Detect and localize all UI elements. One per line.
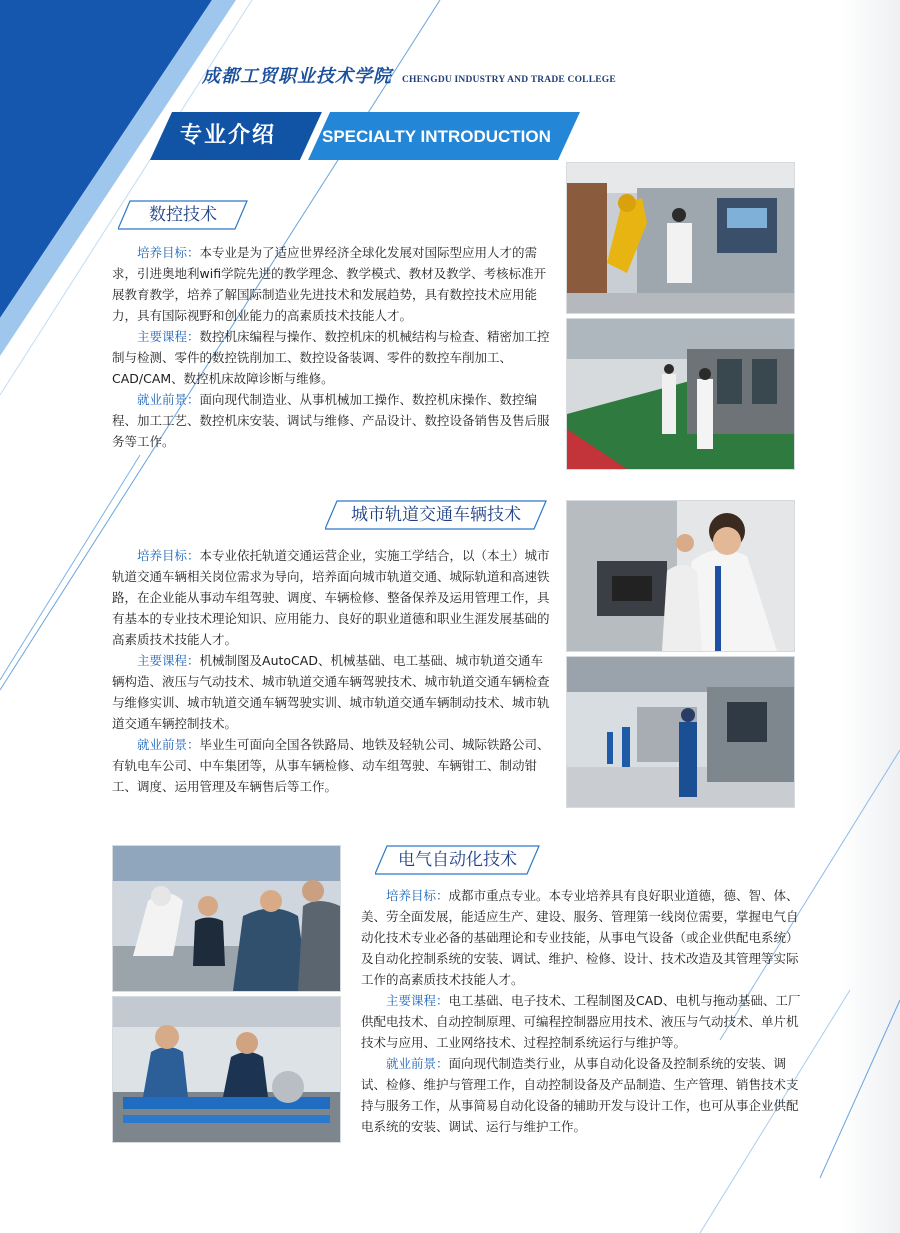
photo-rail-workshop — [566, 656, 795, 808]
photo-cnc-workshop — [566, 318, 795, 470]
goal-paragraph: 培养目标：成都市重点专业。本专业培养具有良好职业道德，德、智、体、美、劳全面发展，能适应生产、建设、服务、管理第一线岗位需要，掌握电气自动化技术专业必备的基础理论和专业技能，从事电气设备（或企业供配电系统）及自动化控制系统的安装、调试、维护、检修、设计、技术改造及其管理等实际工作的高素质技术技能人才。 — [361, 888, 799, 987]
photo-rail-students — [566, 500, 795, 652]
course-paragraph: 主要课程：机械制图及AutoCAD、机械基础、电工基础、城市轨道交通车辆构造、液压与气动技术、城市轨道交通车辆驾驶技术、城市轨道交通车辆检查与维修实训、城市轨道交通车辆驾驶实训、城市轨道交通车辆制动技术、城市轨道交通车辆控制技术。 — [112, 653, 550, 731]
section-text-rail — [112, 545, 554, 797]
section-banner — [150, 112, 580, 160]
banner-title-cn: 专业介绍 — [180, 123, 277, 148]
course-paragraph: 主要课程：电工基础、电子技术、工程制图及CAD、电机与拖动基础、工厂供配电技术、自动控制原理、可编程控制器应用技术、液压与气动技术、单片机技术与应用、工业网络技术、过程控制系统运行与维护等。 — [361, 993, 801, 1050]
career-paragraph: 就业前景：毕业生可面向全国各铁路局、地铁及轻轨公司、城际铁路公司、有轨电车公司、中车集团等，从事车辆检修、动车组驾驶、车辆钳工、制动钳工、调度、运用管理及车辆售后等工作。 — [112, 737, 550, 794]
section-title-cnc: 数控技术 — [118, 200, 248, 230]
college-name-cn: 成都工贸职业技术学院 — [202, 66, 392, 87]
section-text-electrical — [361, 885, 801, 1137]
college-logo — [202, 62, 616, 88]
photo-cnc-robot-arm — [566, 162, 795, 314]
goal-paragraph: 培养目标：本专业依托轨道交通运营企业，实施工学结合，以（本土）城市轨道交通车辆相关岗位需求为导向，培养面向城市轨道交通、城际轨道和高速铁路，在企业能从事动车组驾驶、调度、车辆检修、整备保养及运用管理工作，具有基本的专业技术理论知识、应用能力、良好的职业道德和职业生涯发展基础的高素质技术技能人才。 — [112, 548, 550, 647]
photo-electrical-lab — [112, 996, 341, 1143]
section-text-cnc — [112, 242, 554, 452]
career-paragraph: 就业前景：面向现代制造业、从事机械加工操作、数控机床操作、数控编程、加工工艺、数控机床安装、调试与维修、产品设计、数控设备销售及售后服务等工作。 — [112, 392, 550, 449]
course-paragraph: 主要课程：数控机床编程与操作、数控机床的机械结构与检查、精密加工控制与检测、零件的数控铣削加工、数控设备装调、零件的数控车削加工、CAD/CAM、数控机床故障诊断与维修。 — [112, 329, 550, 386]
career-paragraph: 就业前景：面向现代制造类行业，从事自动化设备及控制系统的安装、调试、检修、维护与管理工作，自动控制设备及产品制造、生产管理、销售技术支持与服务工作，从事简易自动化设备的辅助开发与设计工作，也可从事企业供配电系统的安装、调试、运行与维护工作。 — [361, 1056, 799, 1134]
college-name-en: CHENGDU INDUSTRY AND TRADE COLLEGE — [402, 75, 616, 85]
section-title-electrical: 电气自动化技术 — [375, 845, 540, 875]
photo-electrical-robot — [112, 845, 341, 992]
section-title-rail: 城市轨道交通车辆技术 — [325, 500, 547, 530]
banner-title-en: SPECIALTY INTRODUCTION — [322, 127, 551, 146]
goal-paragraph: 培养目标：本专业是为了适应世界经济全球化发展对国际型应用人才的需求，引进奥地利wifi学院先进的教学理念、教学模式、教材及教学、考核标准开展教育教学，培养了解国际制造业先进技术和发展趋势，具有数控技术应用能力，具有国际视野和创业能力的高素质技术技能人才。 — [112, 245, 547, 323]
